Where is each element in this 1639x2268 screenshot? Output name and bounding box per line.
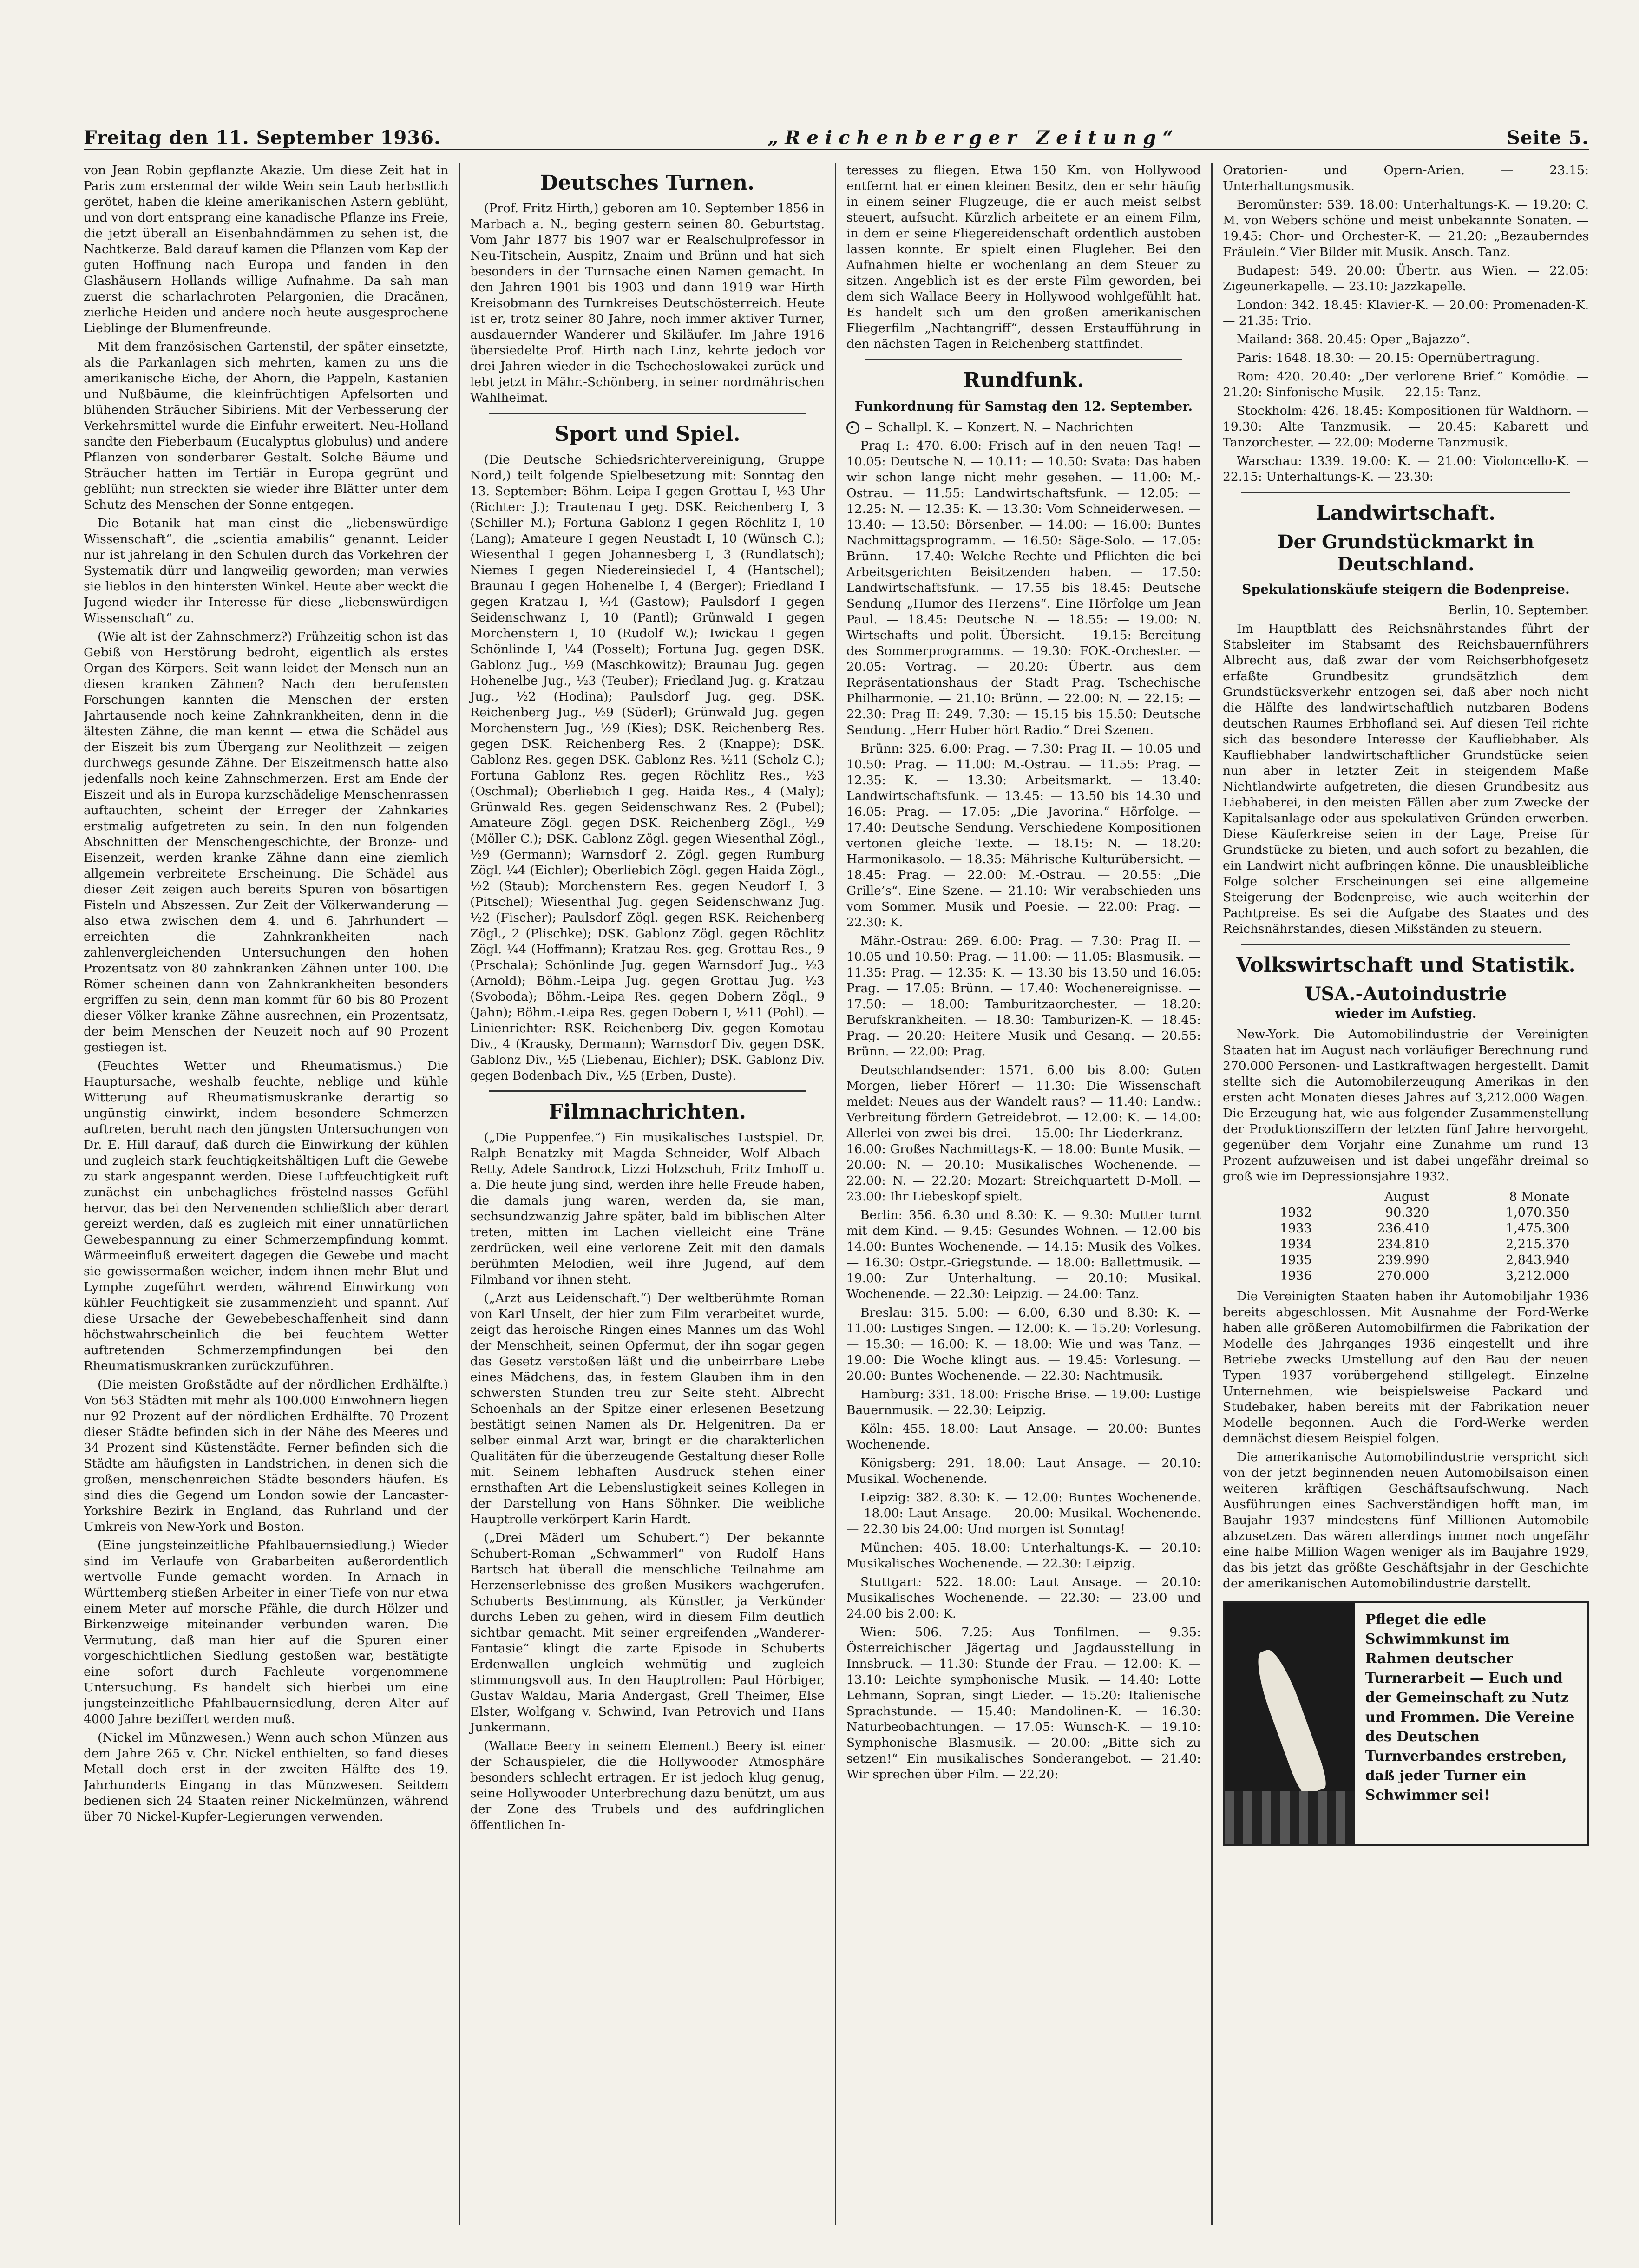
table-header: 8 Monate [1509,1190,1570,1204]
header-date: Freitag den 11. September 1936. [84,127,441,149]
radio-legend [846,420,1201,435]
article-paragraph: (Nickel im Münzwesen.) Wenn auch schon Münzen aus dem Jahre 265 v. Chr. Nickel enthielten, so fand dieses Metall doch erst in der zweiten Hälfte des 19. Jahrhunderts Eingang in das Münzwesen. Seitdem bedienen sich 24 Staaten reiner Nickelmünzen, während über 70 Nickel-Kupfer-Legierungen verwenden. [84,1730,448,1824]
article-paragraph: von Jean Robin gepflanzte Akazie. Um diese Zeit hat in Paris zum erstenmal der wilde Wein sein Laub herbstlich gerötet, haben die kleine amerikanischen Astern geblüht, und von dort entsprang eine kanadische Pflanze ins Freie, die jetzt überall an Eisenbahndämmen zu sehen ist, die Nachtkerze. Bald darauf kamen die Pflanzen vom Kap der guten Hoffnung nach Europa und fanden in den Glashäusern Hollands willige Aufnahme. Da sah man zuerst die scharlachroten Pelargonien, die Dracänen, zierliche Heiden und andere noch heute ausgesprochene Lieblinge der Blumenfreunde. [84,163,448,335]
article-paragraph: New-York. Die Automobilindustrie der Vereinigten Staaten hat im August nach vorläufiger Berechnung rund 270.000 Personen- und Lastkraftwagen hergestellt. Damit stellte sich die Automobilerzeugung Amerikas in den ersten acht Monaten dieses Jahres auf 3,212.000 Wagen. Die Erzeugung hat, wie aus folgender Zusammenstellung der Produktionsziffern der letzten fünf Jahre hervorgeht, gegenüber dem Vorjahr eine Zunahme um rund 13 Prozent aufzuweisen und ist dabei ungefähr dreimal so groß wie im Depressionsjahre 1932. [1223,1027,1589,1184]
dateline: Berlin, 10. September. [1448,603,1589,617]
table-cell: 3,212.000 [1506,1269,1570,1283]
radio-listing: Rom: 420. 20.40: „Der verlorene Brief.“ Komödie. — 21.20: Sinfonische Musik. — 22.15: Tanz. [1223,369,1589,400]
article-paragraph: (Eine jungsteinzeitliche Pfahlbauernsiedlung.) Wieder sind im Verlaufe von Grabarbeiten außerordentlich wertvolle Funde gemacht worden. In Arnach in Württemberg stießen Arbeiter in einer Tiefe von nur etwa einem Meter auf morsche Pfähle, die durch Hölzer und Birkenzweige miteinander verbunden waren. Die Vermutung, daß man hier auf die Spuren einer vorgeschichtlichen Siedlung gestoßen war, bestätigte eine sofort durch Fachleute vorgenommene Untersuchung. Es handelt sich hierbei um eine jungsteinzeitliche Pfahlbauernsiedlung, deren Alter auf 4000 Jahre beziffert werden muß. [84,1538,448,1726]
table-cell: 1933 [1280,1221,1312,1236]
production-table [1238,1189,1574,1284]
header-page-number: Seite 5. [1506,127,1589,149]
table-cell: 1934 [1280,1237,1312,1252]
table-row [1238,1252,1574,1268]
radio-listing: München: 405. 18.00: Unterhaltungs-K. — 20.10: Musikalisches Wochenende. — 22.30: Leipzig. [846,1540,1201,1571]
table-cell: 1932 [1280,1206,1312,1220]
divider [1241,944,1570,945]
water-wave-icon [1225,1791,1355,1844]
article-subtitle: Spekulationskäufe steigern die Bodenpreise. [1242,582,1570,597]
article-paragraph: (Die Deutsche Schiedsrichtervereinigung, Gruppe Nord,) teilt folgende Spielbesetzung mit: Sonntag den 13. September: Böhm.-Leipa I gegen Grottau I, ½3 Uhr (Richter: J.); Trautenau I geg. DSK. Reichenberg I, 3 (Schiller M.); Fortuna Gablonz I gegen Röchlitz I, 10 (Lang); Amateure I gegen Neustadt I, 10 (Wünsch C.); Wiesenthal I gegen Johannesberg I, 3 (Rundlatsch); Niemes I gegen Niedereinsiedel I, 4 (Hantschel); Braunau I gegen Hohenelbe I, 4 (Berger); Friedland I gegen Kratzau I, ¼4 (Gastow); Paulsdorf I gegen Seidenschwanz I, 10 (Pantl); Grünwald I gegen Morchenstern I, 10 (Rudolf W.); Iwickau I gegen Schönlinde I, ¼4 (Posselt); Fortuna Jug. gegen DSK. Gablonz Jug., ½9 (Maschkowitz); Braunau Jug. gegen Hohenelbe Jug., ½3 (Teuber); Friedland Jug. g. Kratzau Jug., ½2 (Hodina); Paulsdorf Jug. geg. DSK. Reichenberg Jug., ½9 (Süderl); Grünwald Jug. gegen Morchenstern Jug., ½9 (Kies); DSK. Reichenberg Res. gegen DSK. Reichenberg Res. 2 (Knappe); DSK. Gablonz Res. gegen DSK. Gablonz Res. ½11 (Scholz C.); Fortuna Gablonz Res. gegen Röchlitz Res., ½3 (Oschmal); Oberliebich I geg. Haida Res., 4 (Maly); Grünwald Res. gegen Seidenschwanz Res. 2 (Pubel); Amateure Zögl. gegen DSK. Reichenberg Zögl., ½9 (Möller C.); DSK. Gablonz Zögl. gegen Wiesenthal Zögl., ½9 (Germann); Warnsdorf 2. Zögl. gegen Rumburg Zögl. ¼4 (Eichler); Oberliebich Zögl. gegen Haida Zögl., ½2 (Staub); Morchenstern Res. gegen Neudorf I, 3 (Pitschel); Wiesenthal Jug. gegen Seidenschwanz Jug. ½2 (Fischer); Paulsdorf Zögl. gegen RSK. Reichenberg Zögl., 2 (Plischke); DSK. Gablonz Zögl. gegen Röchlitz Zögl. ¼4 (Hoffmann); Kratzau Res. geg. Grottau Res., 9 (Prschala); Schönlinde Jug. gegen Warnsdorf Jug., ½3 (Arnold); Böhm.-Leipa Jug. gegen Grottau Jug. ½3 (Svoboda); Böhm.-Leipa Res. gegen Dobern Zögl., 9 (Jahn); Böhm.-Leipa Res. gegen Dobern I, ½11 (Pohl). — Linienrichter: RSK. Reichenberg Div. gegen Komotau Div., 4 (Krausky, Dermann); Warnsdorf Div. gegen DSK. Gablonz Div., ½5 (Liebenau, Eichler); DSK. Gablonz Div. gegen Bodenbach Div., ½5 (Erben, Duste). [470,452,825,1083]
divider [865,359,1182,360]
radio-listing: Stuttgart: 522. 18.00: Laut Ansage. — 20.10: Musikalisches Wochenende. — 22.30: — 23.00 und 24.00 bis 2.00: K. [846,1575,1201,1621]
table-cell: 236.410 [1377,1221,1429,1236]
article-paragraph: (Prof. Fritz Hirth,) geboren am 10. September 1856 in Marbach a. N., beging gestern seinen 80. Geburtstag. Vom Jahr 1877 bis 1907 war er Realschulprofessor in Neu-Titschein, Auspitz, Znaim und Brünn und hat sich besonders in der Turnsache einen Namen gemacht. In den Jahren 1901 bis 1903 und dann 1919 war Hirth Kreisobmann des Turnkreises Deutschösterreich. Heute ist er, trotz seiner 80 Jahre, noch immer aktiver Turner, ausdauernder Wanderer und Skiläufer. Im Jahre 1916 übersiedelte Prof. Hirth nach Linz, kehrte jedoch vor drei Jahren wieder in die Tschechoslowakei zurück und lebt jetzt in Mähr.-Schönberg, in seiner nordmährischen Wahlheimat. [470,201,825,405]
radio-listing: Leipzig: 382. 8.30: K. — 12.00: Buntes Wochenende. — 18.00: Laut Ansage. — 20.00: Musikal. Wochenende. — 22.30 bis 24.00: Und morgen ist Sonntag! [846,1490,1201,1536]
column-3 [836,163,1213,2225]
column-4 [1213,163,1589,2225]
table-cell: 2,215.370 [1506,1237,1570,1252]
table-row [1238,1205,1574,1221]
radio-listing: Mähr.-Ostrau: 269. 6.00: Prag. — 7.30: Prag II. — 10.05 und 10.50: Prag. — 11.00: — 11.05: Blasmusik. — 11.35: Prag. — 12.35: K. — 13.30 bis 13.50 und 16.05: Prag. — 17.05: Brünn. — 17.40: Wochenereignisse. — 17.50: — 18.00: Tamburitzaorchester. — 18.20: Berufskrankheiten. — 18.30: Tamburizen-K. — 18.45: Prag. — 20.20: Heitere Musik und Gesang. — 20.55: Brünn. — 22.00: Prag. [846,934,1201,1059]
article-paragraph: („Drei Mäderl um Schubert.“) Der bekannte Schubert-Roman „Schwammerl“ von Rudolf Hans Bartsch hat überall die menschliche Teilnahme am Herzenserlebnisse des großen Musikers wachgerufen. Schuberts Bestimmung, als Künstler, ja Verkünder durchs Leben zu gehen, wird in diesem Film deutlich sichtbar gemacht. Mit seiner ergreifenden „Wanderer-Fantasie“ klingt die zarte Episode in Schuberts Erdenwallen ungleich wehmütig und zugleich stimmungsvoll aus. In den Hauptrollen: Paul Hörbiger, Gustav Waldau, Maria Andergast, Grell Theimer, Else Elster, Wolfgang v. Schwind, Ivan Petrovich und Hans Junkermann. [470,1531,825,1735]
radio-listing: Oratorien- und Opern-Arien. — 23.15: Unterhaltungsmusik. [1223,163,1589,193]
section-heading-rundfunk: Rundfunk. [963,368,1084,392]
radio-listing: Prag I.: 470. 6.00: Frisch auf in den neuen Tag! — 10.05: Deutsche N. — 10.11: — 10.50: Svata: Das haben wir schon lange nicht mehr gesehen. — 11.00: M.-Ostrau. — 11.55: Landwirtschaftsfunk. — 12.05: — 12.25: N. — 12.35: K. — 13.30: Vom Schneiderwesen. — 13.40: — 13.50: Börsenber. — 14.00: — 16.00: Buntes Nachmittagsprogramm. — 16.50: Säge-Solo. — 17.05: Brünn. — 17.40: Welche Rechte und Pflichten die bei Arbeitsgerichten Beisitzenden haben. — 17.50: Landwirtschaftsfunk. — 17.55 bis 18.45: Deutsche Sendung „Humor des Herzens“. Eine Hörfolge um Jean Paul. — 18.45: Deutsche N. — 18.55: — 19.00: N. Wirtschafts- und polit. Übersicht. — 19.15: Bereitung des Sommerprogramms. — 19.30: FOK.-Orchester. — 20.05: Vortrag. — 20.20: Übertr. aus dem Repräsentationshaus der Stadt Prag. Tschechische Philharmonie. — 21.10: Brünn. — 22.00: N. — 22.15: — 22.30: Prag II: 249. 7.30: — 15.15 bis 15.50: Deutsche Sendung. „Herr Huber hört Radio.“ Drei Szenen. [846,439,1201,737]
article-paragraph: (Feuchtes Wetter und Rheumatismus.) Die Hauptursache, weshalb feuchte, neblige und kühle Witterung auf Rheumatismuskranke derartig so ungünstig einwirkt, indem besondere Schmerzen auftreten, beruht nach den jüngsten Untersuchungen von Dr. E. Hill darauf, daß durch die Einwirkung der kühlen und zugleich stark feuchtigkeitshältigen Luft die Gewebe zu stark angespannt werden. Diese Luftfeuchtigkeit ruft zunächst ein unbehagliches fröstelnd-nasses Gefühl hervor, das bei den Nervenenden schließlich aber derart gereizt werden, daß es zugleich mit einer unnatürlichen Gewebespannung zu einer Schmerzempfindung kommt. Wärmeeinfluß erweitert dagegen die Gewebe und macht sie gewissermaßen weicher, indem ihnen mehr Blut und Lymphe zugeführt werden, während Einwirkung von kühler Feuchtigkeit sie zusammenzieht und spannt. Auf diese Ursache der Gewebebeschaffenheit sind dann höchstwahrscheinlich die bei feuchtem Wetter auftretenden Schmerzempfindungen bei den Rheumatismuskranken zurückzuführen. [84,1059,448,1373]
diver-illustration [1225,1603,1355,1844]
radio-listing: London: 342. 18.45: Klavier-K. — 20.00: Promenaden-K. — 21.35: Trio. [1223,298,1589,328]
divider [489,1090,806,1092]
column-1 [84,163,460,2225]
article-paragraph: Mit dem französischen Gartenstil, der später einsetzte, als die Parkanlagen sich mehrten, kamen zu uns die amerikanische Eiche, der Ahorn, die Pappeln, Kastanien und Nußbäume, die kleinfrüchtigen Apfelsorten und blühenden Sträucher Sibiriens. Mit der Verbesserung der Verkehrsmittel wurde die Einfuhr erweitert. Neu-Holland sandte den Fieberbaum (Eucalyptus globulus) und andere Pflanzen von sonderbarer Gestalt. Solche Bäume und Sträucher hatten im Tertiär in Europa gegrünt und geblüht; nun streckten sie wieder ihre Blätter unter dem Schutz des Menschen der Sonne entgegen. [84,340,448,512]
article-subtitle: wieder im Aufstieg. [1335,1006,1477,1021]
table-cell: 1,070.350 [1506,1206,1570,1220]
table-row [1238,1221,1574,1237]
article-paragraph: teresses zu fliegen. Etwa 150 Km. von Hollywood entfernt hat er einen kleinen Besitz, den er sehr häufig in einem seiner Flugzeuge, die er auch meist selbst steuert, aufsucht. Kürzlich arbeitete er an einem Film, in dem er seine Fliegereidenschaft ordentlich austoben lassen konnte. Er spielt einen Flugleher. Bei den Aufnahmen hielte er wochenlang an dem Steuer zu sitzen. Angeblich ist es der erste Film geworden, bei dem sich Wallace Beery in Hollywood wohlgefühlt hat. Es handelt sich um den großen amerikanischen Fliegerfilm „Nachtangriff“, dessen Erstaufführung in den nächsten Tagen in Reichenberg stattfindet. [846,163,1201,351]
table-cell: 1936 [1280,1269,1312,1283]
radio-listing: Warschau: 1339. 19.00: K. — 21.00: Violoncello-K. — 22.15: Unterhaltungs-K. — 23.30: [1223,454,1589,484]
article-paragraph: (Die meisten Großstädte auf der nördlichen Erdhälfte.) Von 563 Städten mit mehr als 100.000 Einwohnern liegen nur 92 Prozent auf der nördlichen Erdhälfte. 70 Prozent dieser Städte befinden sich in der Nähe des Meeres und 34 Prozent sind Küstenstädte. Ferner befinden sich die Städte am häufigsten in Landstrichen, in denen sich die großen, menschenreichen Städte besonders häufen. Es sind dies die Gegend um London sowie der Lancaster-Yorkshire Bezirk in England, das Ruhrland und der Umkreis von New-York und Boston. [84,1377,448,1534]
section-heading-sport: Sport und Spiel. [554,422,741,446]
article-paragraph: Die Vereinigten Staaten haben ihr Automobiljahr 1936 bereits abgeschlossen. Mit Ausnahme der Ford-Werke haben alle größeren Automobilfirmen die Fabrikation der Modelle des Jahrganges 1936 eingestellt und ihre Betriebe zwecks Umstellung auf den Bau der neuen Typen 1937 vorübergehend stillgelegt. Einzelne Unternehmen, wie beispielsweise Packard und Studebaker, haben bereits mit der Fabrikation neuer Modelle begonnen. Auch die Ford-Werke werden demnächst diesem Beispiel folgen. [1223,1289,1589,1446]
ad-text: Pfleget die edle Schwimmkunst im Rahmen deutscher Turnerarbeit — Euch und der Gemeinschaft zu Nutz und Frommen. Die Vereine des Deutschen Turnverbandes erstreben, daß jeder Turner ein Schwimmer sei! [1365,1612,1575,1803]
table-cell: 90.320 [1385,1206,1429,1220]
table-cell: 270.000 [1377,1269,1429,1283]
divider [489,413,806,414]
article-paragraph: Im Hauptblatt des Reichsnährstandes führt der Stabsleiter im Stabsamt des Reichsbauernführers Albrecht aus, daß zwar der vom Reichserbhofgesetz erfaßte Grundbesitz grundsätzlich dem Grundstücksverkehr entzogen sei, daß aber noch nicht die Hälfte des landwirtschaftlich nutzbaren Bodens deutschen Raumes Erbhofland sei. Auf diesen Teil richte sich das besondere Interesse der Kaufliebhaber. Als Kaufliebhaber landwirtschaftlicher Grundstücke seien nun aber in letzter Zeit in steigendem Maße Nichtlandwirte aufgetreten, die diesen Grundbesitz aus Liebhaberei, in den meisten Fällen aber zum Zwecke der Kapitalsanlage oder aus spekulativen Gründen erwerben. Diese Käuferkreise seien in der Lage, Preise für Grundstücke zu bieten, und auch sofort zu bezahlen, die ein Landwirt nicht aufbringen könne. Die unausbleibliche Folge solcher Erscheinungen sei eine allgemeine Steigerung der Bodenpreise, wie auch weiterhin der Pachtpreise. Es sei die Aufgabe des Staates und des Reichsnährstandes, diesen Mißständen zu steuern. [1223,622,1589,936]
radio-listing: Berlin: 356. 6.30 und 8.30: K. — 9.30: Mutter turnt mit dem Kind. — 9.45: Gesundes Wohnen. — 12.00 bis 14.00: Buntes Wochenende. — 14.15: Musik des Volkes. — 16.30: Ostpr.-Griegstunde. — 18.00: Ballettmusik. — 19.00: Zur Unterhaltung. — 20.10: Musikal. Wochenende. — 22.30: Leipzig. — 24.00: Tanz. [846,1208,1201,1301]
divider [1241,492,1570,493]
radio-listing: Königsberg: 291. 18.00: Laut Ansage. — 20.10: Musikal. Wochenende. [846,1456,1201,1486]
radio-listing: Mailand: 368. 20.45: Oper „Bajazzo“. [1237,332,1470,347]
table-cell: 239.990 [1377,1253,1429,1267]
radio-listing: Köln: 455. 18.00: Laut Ansage. — 20.00: Buntes Wochenende. [846,1422,1201,1452]
table-header [1238,1189,1317,1205]
diver-figure-icon [1250,1645,1331,1797]
article-title: Der Grundstückmarkt in Deutschland. [1277,531,1534,575]
table-row [1238,1268,1574,1284]
section-heading-volkswirtschaft: Volkswirtschaft und Statistik. [1236,953,1576,977]
radio-listing: Wien: 506. 7.25: Aus Tonfilmen. — 9.35: Österreichischer Jägertag und Jagdausstellung in Innsbruck. — 11.30: Stunde der Frau. — 12.00: K. — 13.10: Leichte symphonische Musik. — 14.40: Lotte Lehmann, Sopran, singt Lieder. — 15.20: Italienische Sprachstunde. — 15.40: Mandolinen-K. — 16.30: Naturbeobachtungen. — 17.05: Wunsch-K. — 19.10: Symphonische Blasmusik. — 20.00: „Bitte sich zu setzen!“ Ein musikalisches Sonderangebot. — 21.40: Wir sprechen über Film. — 22.20: [846,1625,1201,1782]
record-icon [846,421,859,434]
article-paragraph: Die Botanik hat man einst die „liebenswürdige Wissenschaft“, die „scientia amabilis“ genannt. Leider nur ist jahrelang in den Schulen durch das Vorkehren der Systematik dürr und langweilig geworden; man verwies sie lieblos in den hintersten Winkel. Heute aber weckt die Jugend wieder ihr Interesse für diese „liebenswürdigen Wissenschaft“ zu. [84,516,448,625]
legend-text: = Schallpl. K. = Konzert. N. = Nachrichten [863,420,1134,434]
table-row [1238,1237,1574,1252]
page-header [84,111,1589,151]
radio-listing: Stockholm: 426. 18.45: Kompositionen für Waldhorn. — 19.30: Alte Tanzmusik. — 20.45: Kabarett und Tanzorchester. — 22.00: Moderne Tanzmusik. [1223,404,1589,450]
radio-listing: Beromünster: 539. 18.00: Unterhaltungs-K. — 19.20: C. M. von Webers schöne und meist unbekannte Sonaten. — 19.45: Chor- und Orchester-K. — 21.20: „Bezauberndes Fräulein.“ Vier Bilder mit Musik. Ansch. Tanz. [1223,197,1589,259]
radio-listing: Deutschlandsender: 1571. 6.00 bis 8.00: Guten Morgen, lieber Hörer! — 11.30: Die Wissenschaft meldet: Neues aus der Wandelt raus? — 11.40: Landw.: Verbreitung fördern Getreidebrot. — 12.00: K. — 14.00: Allerlei von zwei bis drei. — 15.00: Ihr Liederkranz. — 16.00: Großes Nachmittags-K. — 18.00: Bunte Musik. — 20.00: N. — 20.10: Musikalisches Wochenende. — 22.00: N. — 22.20: Mozart: Streichquartett D-Moll. — 23.00: Ihr Liebeskopf spielt. [846,1063,1201,1204]
table-cell: 2,843.940 [1506,1253,1570,1267]
table-cell: 1935 [1280,1253,1312,1267]
article-title: USA.-Autoindustrie [1305,983,1507,1005]
article-paragraph: (Wie alt ist der Zahnschmerz?) Frühzeitig schon ist das Gebiß von Herstörung bedroht, eigentlich als erstes Organ des Körpers. Seit wann leidet der Mensch nun an diesen kranken Zähnen? Nach den berufensten Forschungen kannten die Menschen der ersten Jahrtausende noch keine Zahnkrankheiten, denn in die ältesten Zähne, die man kennt — etwa die Schädel aus der Eiszeit bis zum Übergang zur Neolithzeit — zeigen durchwegs gesunde Zähne. Der Eiszeitmensch hatte also jedenfalls noch keine Zahnschmerzen. Erst am Ende der Eiszeit und als in Europa kurzschädelige Menschenrassen auftauchten, scheint der Erreger der Zahnkaries erstmalig aufgetreten zu sein. In den nun folgenden Abschnitten der Menschengeschichte, der Bronze- und Eisenzeit, werden kranke Zähne dann eine ziemlich allgemein verbreitete Erscheinung. Die Schädel aus dieser Zeit zeigen auch bereits Spuren von bösartigen Fisteln und Abszessen. Zur Zeit der Völkerwanderung — also etwa zwischen dem 4. und 6. Jahrhundert — erreichten die Zahnkrankheiten nach zahlenvergleichenden Untersuchungen den hohen Prozentsatz von 80 zahnkranken Zähnen unter 100. Die Römer scheinen dann von Zahnkrankheiten besonders ergriffen zu sein, denn man kommt für 60 bis 80 Prozent dieser Völker kranke Zähne ausrechnen, ein Prozentsatz, der beim Menschen der Neuzeit noch auf 90 Prozent gestiegen ist. [84,629,448,1055]
article-paragraph: Die amerikanische Automobilindustrie verspricht sich von der jetzt beginnenden neuen Automobilsaison einen weiteren kräftigen Geschäftsaufschwung. Nach Ausführungen eines Sachverständigen hofft man, im Baujahr 1937 mindestens fünf Millionen Automobile abzusetzen. Das wären allerdings immer noch ungefähr eine halbe Million Wagen weniger als im Baujahre 1929, das bis jetzt das größte Geschäftsjahr in der Geschichte der amerikanischen Automobilindustrie darstellt. [1223,1450,1589,1591]
section-heading-turnen: Deutsches Turnen. [540,171,755,195]
table-cell: 234.810 [1377,1237,1429,1252]
table-cell: 1,475.300 [1506,1221,1570,1236]
section-heading-film: Filmnachrichten. [549,1100,746,1124]
radio-listing: Paris: 1648. 18.30: — 20.15: Opernübertragung. [1237,351,1540,365]
radio-listing: Budapest: 549. 20.00: Übertr. aus Wien. — 22.05: Zigeunerkapelle. — 23.10: Jazzkapelle. [1223,263,1589,294]
column-2 [460,163,836,2225]
article-paragraph: („Arzt aus Leidenschaft.“) Der weltberühmte Roman von Karl Unselt, der hier zum Film verarbeitet wurde, zeigt das heroische Ringen eines Mannes um das Wohl der Menschheit, seinen Opfermut, der ihn sogar gegen das Gesetz verstoßen läßt und die unbeirrbare Liebe eines Mädchens, das, in festem Glauben ihm in den schwersten Stunden treu zur Seite steht. Albrecht Schoenhals an der Spitze einer erlesenen Besetzung bestätigt seinen Namen als Dr. Helgenitren. Da er selber einmal Arzt war, bringt er die charakterlichen Qualitäten für die überzeugende Gestaltung dieser Rolle mit. Seinem lebhaften Ausdruck stehen einer ernsthaften Art die Lebenslustigkeit seines Kollegen in der Darstellung von Hans Söhnker. Die weibliche Hauptrolle verkörpert Karin Hardt. [470,1291,825,1527]
table-header: August [1384,1190,1429,1204]
article-paragraph: („Die Puppenfee.“) Ein musikalisches Lustspiel. Dr. Ralph Benatzky mit Magda Schneider, Wolf Albach-Retty, Adele Sandrock, Lizzi Holzschuh, Fritz Imhoff u. a. Die heute jung sind, werden ihre helle Freude haben, die damals jung waren, werden da, sie man, sechsundzwanzig Jahre später, bald im biblischen Alter treten, mitten im Lachen vielleicht eine Träne zerdrücken, weil eine verlorene Zeit mit den damals berühmten Melodien, weil ihre Jugend, auf dem Filmband vor ihnen steht. [470,1130,825,1287]
radio-listing: Hamburg: 331. 18.00: Frische Brise. — 19.00: Lustige Bauernmusik. — 22.30: Leipzig. [846,1387,1201,1417]
section-heading-landwirtschaft: Landwirtschaft. [1316,501,1496,525]
radio-listing: Breslau: 315. 5.00: — 6.00, 6.30 und 8.30: K. — 11.00: Lustiges Singen. — 12.00: K. — 15.20: Vorlesung. — 15.30: — 16.00: K. — 18.00: Wie und was Tanz. — 19.00: Die Woche klingt aus. — 19.45: Vorlesung. — 20.00: Buntes Wochenende. — 22.30: Nachtmusik. [846,1305,1201,1383]
newspaper-page [84,111,1589,2230]
section-subheading: Funkordnung für Samstag den 12. September. [854,399,1193,414]
header-masthead: „Reichenberger Zeitung“ [767,127,1180,149]
article-paragraph: (Wallace Beery in seinem Element.) Beery ist einer der Schauspieler, die die Hollywooder Atmosphäre besonders schlecht ertragen. Er ist jedoch klug genug, seine Hollywooder Unterbrechung dazu benützt, um aus der Zone des Trubels und des aufdringlichen öffentlichen In- [470,1739,825,1832]
table-header-row [1238,1189,1574,1205]
swimming-advertisement [1223,1601,1589,1846]
radio-listing: Brünn: 325. 6.00: Prag. — 7.30: Prag II. — 10.05 und 10.50: Prag. — 11.00: M.-Ostrau. — 11.55: Prag. — 12.35: K. — 13.30: Arbeitsmarkt. — 13.40: Landwirtschaftsfunk. — 13.45: — 13.50 bis 14.30 und 16.05: Prag. — 17.05: „Die Javorina.“ Hörfolge. — 17.40: Deutsche Sendung. Verschiedene Kompositionen vertonen gleiche Texte. — 18.15: N. — 18.20: Harmonikasolo. — 18.35: Mährische Kulturübersicht. — 18.45: Prag. — 22.00: M.-Ostrau. — 20.55: „Die Grille’s“. Eine Szene. — 21.10: Wir verabschieden uns vom Sommer. Musik und Poesie. — 22.00: Prag. — 22.30: K. [846,741,1201,930]
columns [84,163,1589,2225]
